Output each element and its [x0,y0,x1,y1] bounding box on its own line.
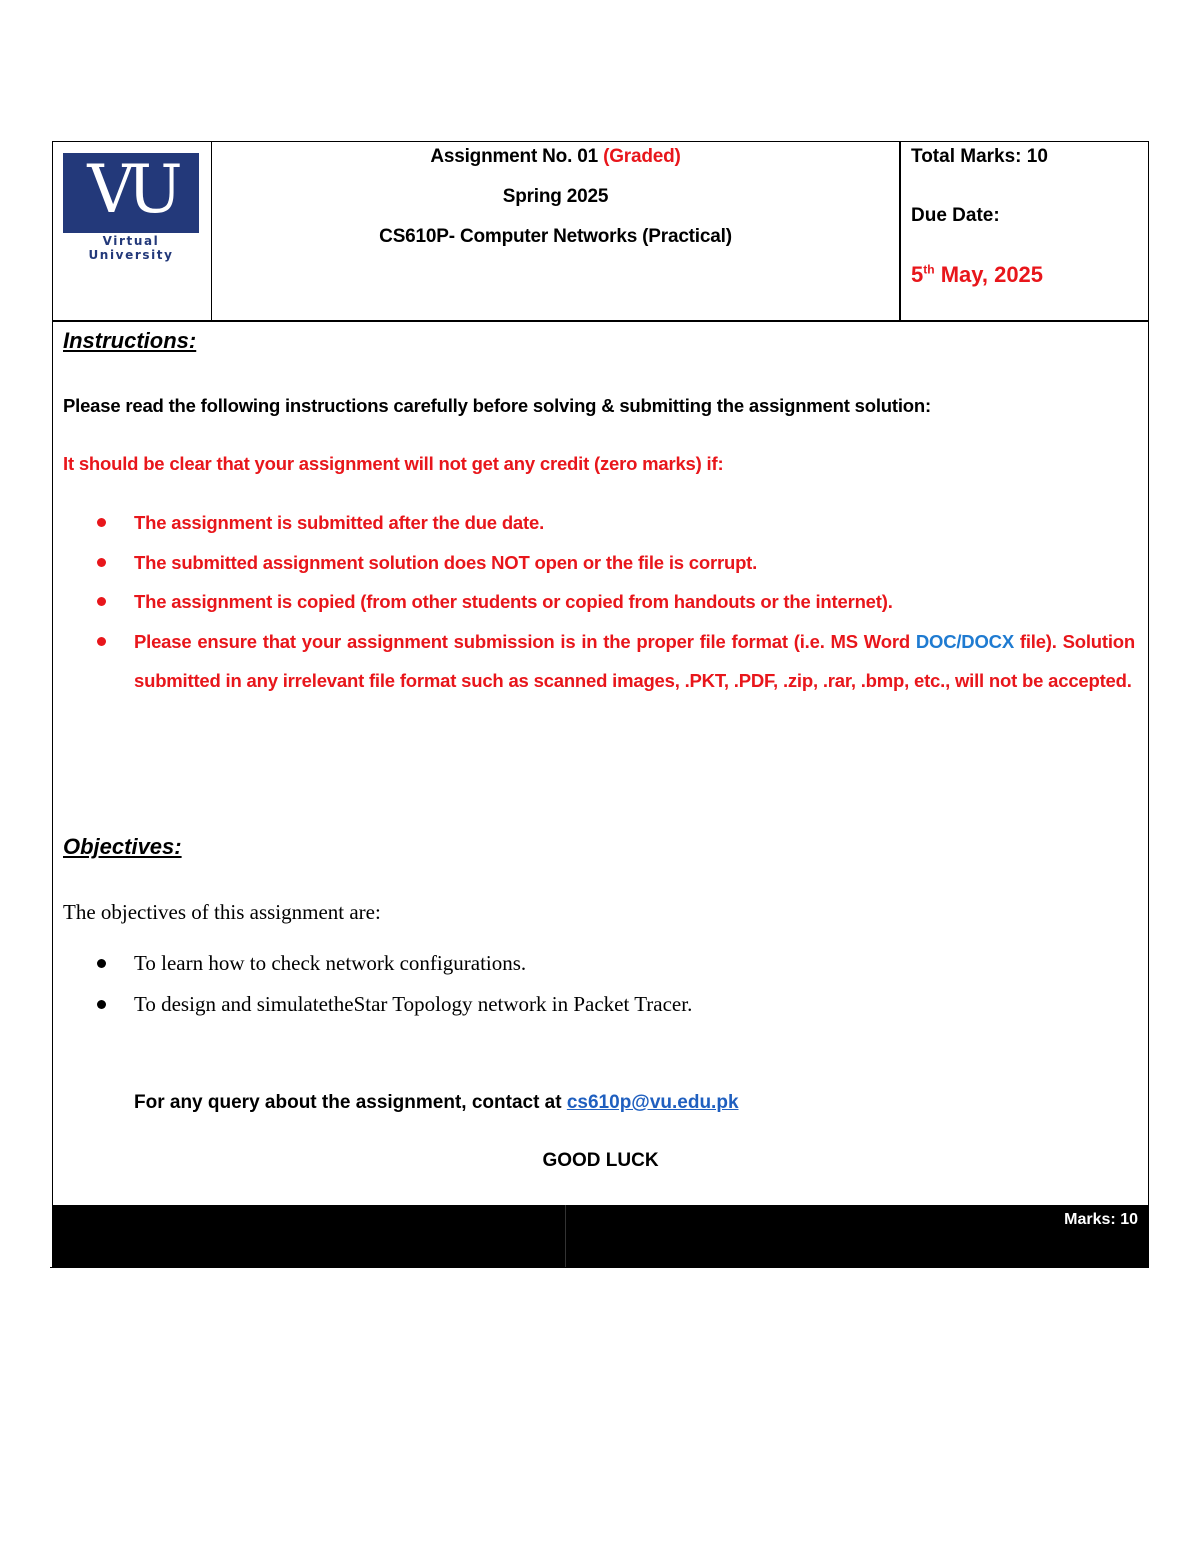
due-date-label: Due Date: [911,205,1000,226]
list-item [53,543,1148,583]
bullet-text: The assignment is submitted after the due date. [134,512,545,533]
due-day-suffix: th [923,262,935,277]
marks-due-cell [901,142,1148,320]
logo-caption: Virtual University [88,234,174,262]
logo-cell [53,142,212,320]
bullet-icon [97,637,106,646]
due-date-value [911,262,1043,288]
list-item [53,503,1148,543]
assignment-title [212,146,899,168]
assignment-info-cell [212,142,901,320]
footer-bar [52,1205,1149,1267]
bullet-text: Please ensure that your assignment submission is in the proper file format (i.e. MS Word [134,630,916,652]
due-month-year: May, 2025 [934,262,1044,287]
total-marks: Total Marks: 10 [911,146,1048,167]
course-title: CS610P- Computer Networks (Practical) [379,226,732,247]
contact-line [134,1092,739,1114]
objectives-title: Objectives: [63,834,182,859]
footer-divider [565,1205,566,1267]
bullet-text: The submitted assignment solution does NOT open or the file is corrupt. [134,551,758,573]
contact-text: For any query about the assignment, contact at [134,1092,567,1113]
graded-label: (Graded) [603,146,681,167]
good-luck: GOOD LUCK [542,1150,659,1171]
list-item [53,943,1148,984]
footer-bottom-line [50,1267,1149,1268]
vu-logo [63,153,199,233]
list-item [53,622,1148,701]
objective-text: To learn how to check network configurations. [134,951,527,975]
logo-text: VU [87,151,175,228]
bullet-icon [97,597,106,606]
bullet-icon [97,1000,106,1009]
bullet-text: The assignment is copied (from other students or copied from handouts or the internet). [134,591,893,612]
instructions-intro: Please read the following instructions carefully before solving & submitting the assignment solution: [63,395,931,416]
assignment-body [52,322,1149,1205]
assignment-header [52,141,1149,322]
bullet-icon [97,518,106,527]
file-format-highlight: DOC/DOCX [915,630,1014,652]
objective-text: To design and simulatetheStar Topology network in Packet Tracer. [134,992,693,1016]
contact-email-link[interactable]: cs610p@vu.edu.pk [566,1092,739,1113]
bullet-icon [97,558,106,567]
semester: Spring 2025 [502,186,609,207]
bullet-icon [97,959,106,968]
objectives-intro: The objectives of this assignment are: [63,900,381,924]
zero-credit-warning: It should be clear that your assignment will not get any credit (zero marks) if: [63,453,724,474]
instruction-bullets [53,503,1148,701]
footer-marks: Marks: 10 [1064,1211,1138,1228]
objective-bullets [53,943,1148,1025]
list-item [53,582,1148,622]
assignment-number: Assignment No. 01 [430,146,604,167]
due-day: 5 [911,262,924,287]
instructions-title: Instructions: [63,328,197,353]
list-item [53,984,1148,1025]
bullet-text: file). Solution submitted in any irrelevant file format such as scanned images, .PKT, .PDF, .zip, .rar, .bmp, etc., will not be accepted. [134,630,1136,691]
